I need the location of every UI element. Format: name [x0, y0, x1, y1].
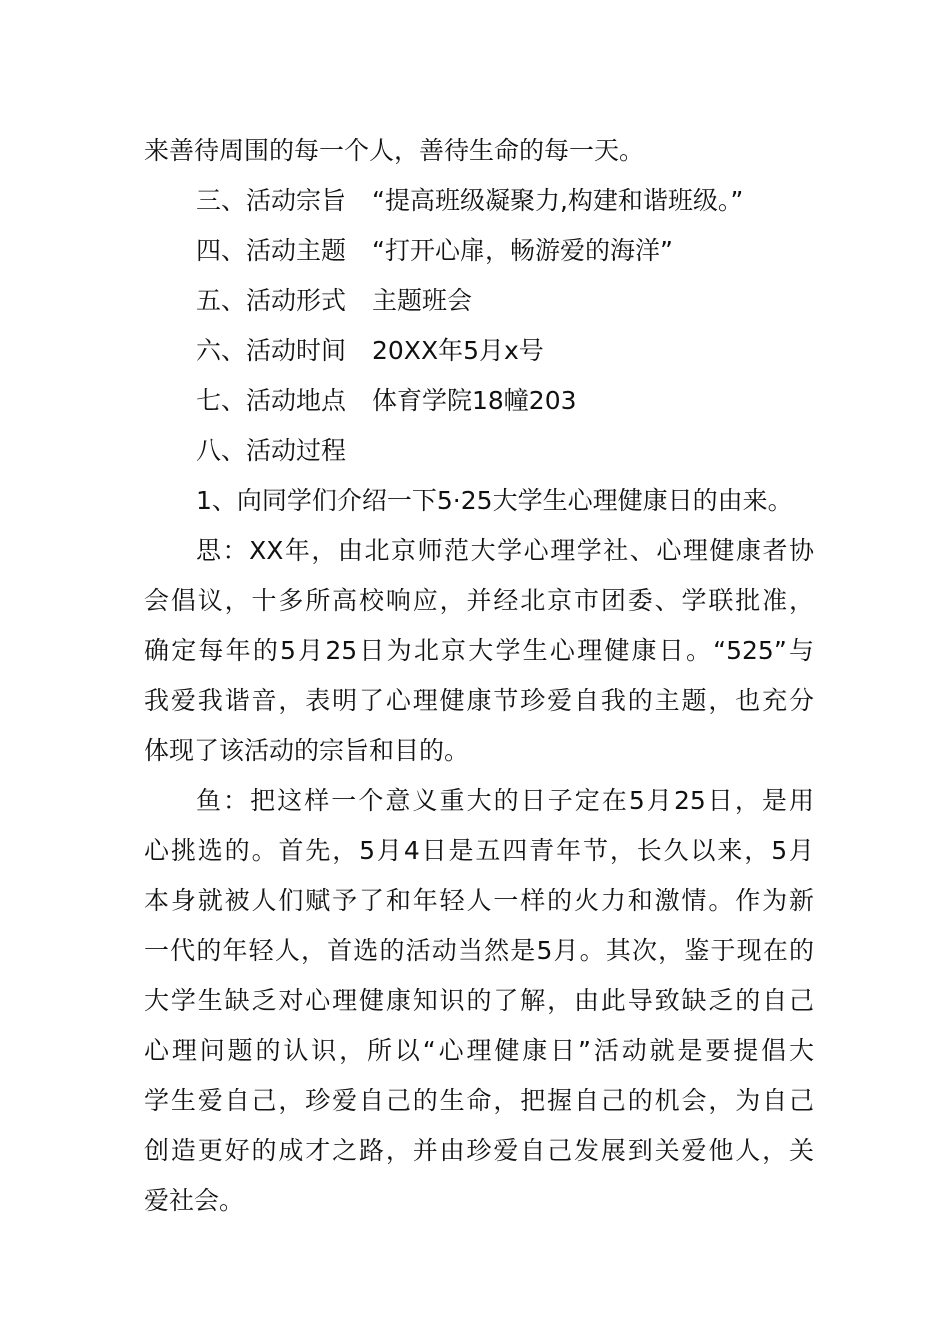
- item-label: 三、活动宗旨: [196, 186, 347, 215]
- para-yu-line: 心挑选的。首先，5月4日是五四青年节，长久以来，5月: [144, 836, 814, 865]
- item-value: 体育学院18幢203: [372, 386, 577, 415]
- para-yu-line: 一代的年轻人，首选的活动当然是5月。其次，鉴于现在的: [144, 936, 814, 965]
- para-si-line: 思：XX年，由北京师范大学心理学社、心理健康者协: [196, 536, 814, 565]
- item-label: 四、活动主题: [196, 236, 347, 265]
- para-yu-line: 创造更好的成才之路，并由珍爱自己发展到关爱他人，关: [144, 1136, 814, 1165]
- item-theme: [144, 226, 814, 276]
- item-label: 五、活动形式: [196, 286, 347, 315]
- document-body: [144, 126, 814, 1226]
- item-label: 七、活动地点: [196, 386, 347, 415]
- step-1: 1、向同学们介绍一下5·25大学生心理健康日的由来。: [196, 486, 793, 515]
- item-value: 20XX年5月x号: [372, 336, 544, 365]
- item-label: 六、活动时间: [196, 336, 347, 365]
- item-value: “提高班级凝聚力,构建和谐班级。”: [372, 186, 744, 215]
- item-time: [144, 326, 814, 376]
- para-yu-line: 爱社会。: [144, 1186, 245, 1215]
- para-si-line: 体现了该活动的宗旨和目的。: [144, 736, 470, 765]
- para-yu-line: 大学生缺乏对心理健康知识的了解，由此导致缺乏的自己: [144, 986, 814, 1015]
- process-heading: 八、活动过程: [196, 436, 347, 465]
- para-si-line: 确定每年的5月25日为北京大学生心理健康日。“525”与: [144, 636, 814, 665]
- item-value: 主题班会: [372, 286, 473, 315]
- para-si-line: 会倡议，十多所高校响应，并经北京市团委、学联批准，: [144, 586, 814, 615]
- item-purpose: [144, 176, 814, 226]
- item-location: [144, 376, 814, 426]
- para-yu-line: 本身就被人们赋予了和年轻人一样的火力和激情。作为新: [144, 886, 814, 915]
- opening-line: 来善待周围的每一个人，善待生命的每一天。: [144, 136, 645, 165]
- para-yu-line: 学生爱自己，珍爱自己的生命，把握自己的机会，为自己: [144, 1086, 814, 1115]
- para-si-line: 我爱我谐音，表明了心理健康节珍爱自我的主题，也充分: [144, 686, 814, 715]
- item-format: [144, 276, 814, 326]
- item-value: “打开心扉，畅游爱的海洋”: [372, 236, 673, 265]
- para-yu-line: 心理问题的认识，所以“心理健康日”活动就是要提倡大: [144, 1036, 814, 1065]
- para-yu-line: 鱼：把这样一个意义重大的日子定在5月25日，是用: [196, 786, 814, 815]
